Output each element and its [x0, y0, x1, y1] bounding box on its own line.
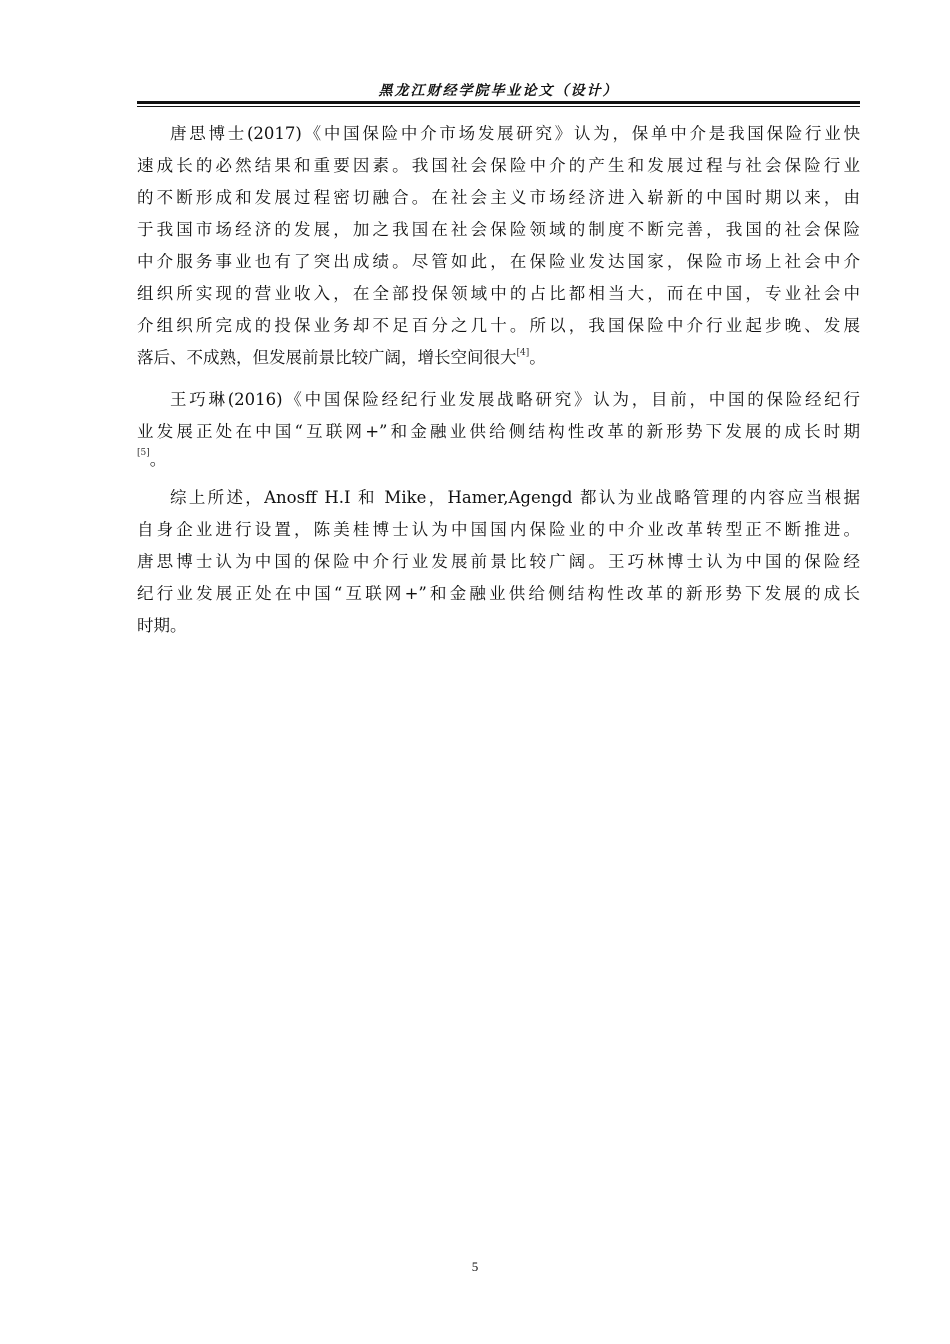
- paragraph-line-last: [137, 448, 860, 472]
- citation-ref: [4]: [516, 348, 530, 358]
- paragraph-line: 纪行业发展正处在中国“互联网+”和金融业供给侧结构性改革的新形势下发展的成长: [137, 584, 860, 603]
- citation-ref: [5]: [137, 448, 150, 458]
- paragraph-line: 组织所实现的营业收入，在全部投保领域中的占比都相当大，而在中国，专业社会中: [137, 284, 860, 303]
- document-body: [137, 118, 860, 642]
- paragraph-line: 速成长的必然结果和重要因素。我国社会保险中介的产生和发展过程与社会保险行业: [137, 156, 860, 175]
- paragraph-3: [137, 482, 860, 642]
- paragraph-line-text: 落后、不成熟，但发展前景比较广阔，增长空间很大: [137, 348, 517, 367]
- document-header: 黑龙江财经学院毕业论文（设计）: [378, 83, 619, 99]
- paragraph-end-punct: 。: [149, 450, 167, 469]
- paragraph-line-last: [137, 342, 860, 374]
- paragraph-1: [137, 118, 860, 374]
- paragraph-gap: [137, 472, 860, 482]
- paragraph-line: 自身企业进行设置，陈美桂博士认为中国国内保险业的中介业改革转型正不断推进。: [137, 520, 860, 539]
- paragraph-line: 介组织所完成的投保业务却不足百分之几十。所以，我国保险中介行业起步晚、发展: [137, 316, 860, 335]
- paragraph-line: 于我国市场经济的发展，加之我国在社会保险领域的制度不断完善，我国的社会保险: [137, 220, 860, 239]
- page-number: 5: [471, 1259, 479, 1274]
- paragraph-line: 唐思博士认为中国的保险中介行业发展前景比较广阔。王巧林博士认为中国的保险经: [137, 552, 860, 571]
- paragraph-line: 唐思博士(2017)《中国保险中介市场发展研究》认为，保单中介是我国保险行业快: [170, 124, 860, 143]
- paragraph-2: [137, 384, 860, 472]
- paragraph-line: 时期。: [137, 616, 187, 635]
- paragraph-gap: [137, 374, 860, 384]
- header-rule-thick: [137, 101, 860, 104]
- paragraph-line: 综上所述，Anosff H.I 和 Mike，Hamer,Agengd 都认为业战略管理的内容应当根据: [170, 488, 860, 507]
- paragraph-line: 的不断形成和发展过程密切融合。在社会主义市场经济进入崭新的中国时期以来，由: [137, 188, 860, 207]
- header-rule-thin: [137, 106, 860, 107]
- paragraph-line: 业发展正处在中国“互联网+”和金融业供给侧结构性改革的新形势下发展的成长时期: [137, 422, 860, 441]
- paragraph-line: 王巧琳(2016)《中国保险经纪行业发展战略研究》认为，目前，中国的保险经纪行: [170, 390, 860, 409]
- paragraph-end-punct: 。: [529, 348, 546, 367]
- paragraph-line: 中介服务事业也有了突出成绩。尽管如此，在保险业发达国家，保险市场上社会中介: [137, 252, 860, 271]
